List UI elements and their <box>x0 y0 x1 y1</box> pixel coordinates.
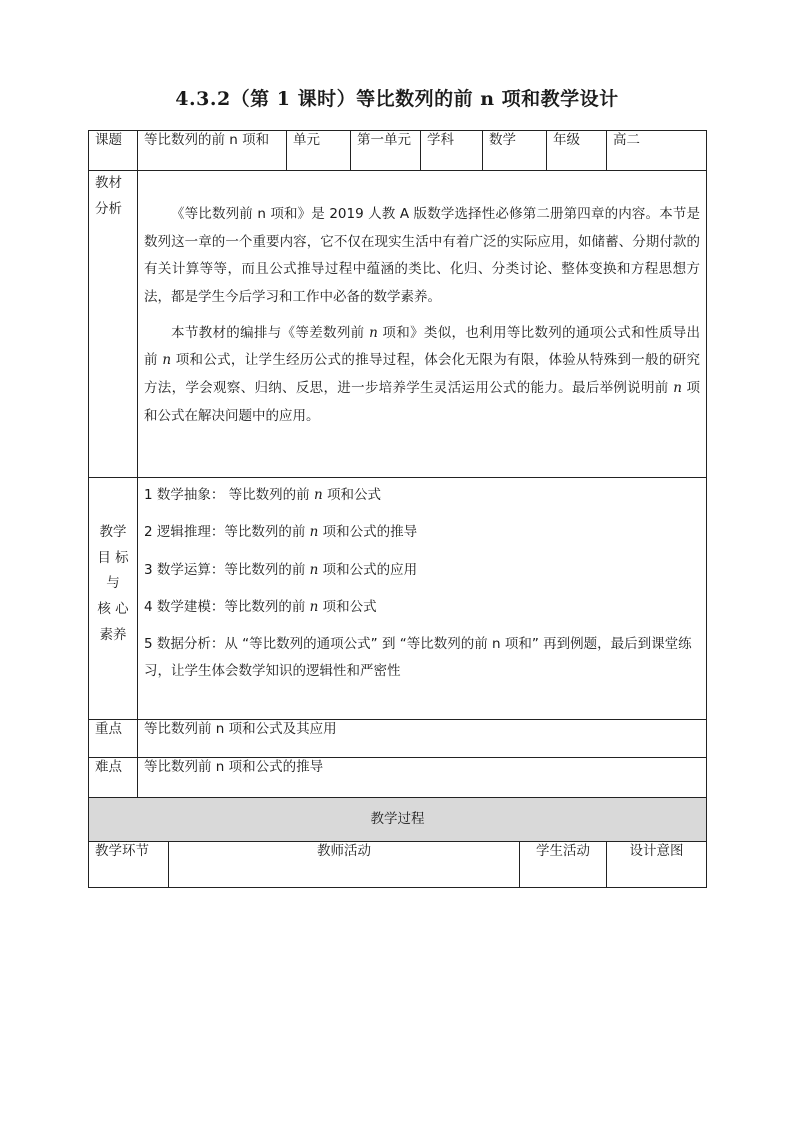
goal-item: 2 逻辑推理：等比数列的前 n 项和公式的推导 <box>144 524 418 541</box>
difficulty-value: 等比数列前 n 项和公式的推导 <box>138 758 707 798</box>
grade-value: 高二 <box>607 131 707 171</box>
header-row <box>89 131 707 171</box>
topic-label: 课题 <box>89 131 138 171</box>
process-col-intent: 设计意图 <box>607 842 707 888</box>
analysis-label: 教材 分析 <box>89 171 138 478</box>
process-col-teacher: 教师活动 <box>169 842 520 888</box>
key-point-value: 等比数列前 n 项和公式及其应用 <box>138 720 707 758</box>
goal-item: 4 数学建模：等比数列的前 n 项和公式 <box>144 598 377 615</box>
lesson-plan-table <box>88 130 707 888</box>
topic-value: 等比数列的前 n 项和 <box>138 131 287 171</box>
goals-content <box>138 478 707 720</box>
goal-item: 5 数据分析：从 “等比数列的通项公式” 到 “等比数列的前 n 项和” 再到例题，最后到课堂练习，让学生体会数学知识的逻辑性和严密性 <box>144 636 692 679</box>
unit-value: 第一单元 <box>351 131 421 171</box>
process-col-stage: 教学环节 <box>89 842 169 888</box>
document-title: 4.3.2（第 1 课时）等比数列的前 n 项和教学设计 <box>175 88 619 110</box>
grade-label: 年级 <box>547 131 607 171</box>
difficulty-label: 难点 <box>89 758 138 798</box>
goals-row <box>89 478 707 720</box>
key-point-label: 重点 <box>89 720 138 758</box>
goal-item: 3 数学运算：等比数列的前 n 项和公式的应用 <box>144 561 418 578</box>
analysis-content <box>138 171 707 478</box>
process-col-student: 学生活动 <box>520 842 607 888</box>
analysis-paragraph-2: 本节教材的编排与《等差数列前 n 项和》类似，也利用等比数列的通项公式和性质导出前 n 项和公式，让学生经历公式的推导过程，体会化无限为有限，体验从特殊到一般的研究方法，学会观察、归纳、反思，进一步培养学生灵活运用公式的能力。最后举例说明前 n 项和公式在解决问题中的应用。 <box>144 324 701 424</box>
unit-label: 单元 <box>287 131 351 171</box>
process-title: 教学过程 <box>89 798 707 842</box>
subject-label: 学科 <box>421 131 483 171</box>
process-title-row <box>89 798 707 842</box>
goals-label: 教学 目 标 与 核 心 素养 <box>89 478 138 720</box>
difficulty-row <box>89 758 707 798</box>
subject-value: 数学 <box>483 131 547 171</box>
key-point-row <box>89 720 707 758</box>
process-columns-row <box>89 842 707 888</box>
analysis-row <box>89 171 707 478</box>
goal-item: 1 数学抽象： 等比数列的前 n 项和公式 <box>144 487 381 503</box>
analysis-paragraph-1: 《等比数列前 n 项和》是 2019 人教 A 版数学选择性必修第二册第四章的内容。本节是数列这一章的一个重要内容，它不仅在现实生活中有着广泛的实际应用，如储蓄、分期付款的有关计算等等，而且公式推导过程中蕴涵的类比、化归、分类讨论、整体变换和方程思想方法，都是学生今后学习和工作中必备的数学素养。 <box>144 206 700 306</box>
